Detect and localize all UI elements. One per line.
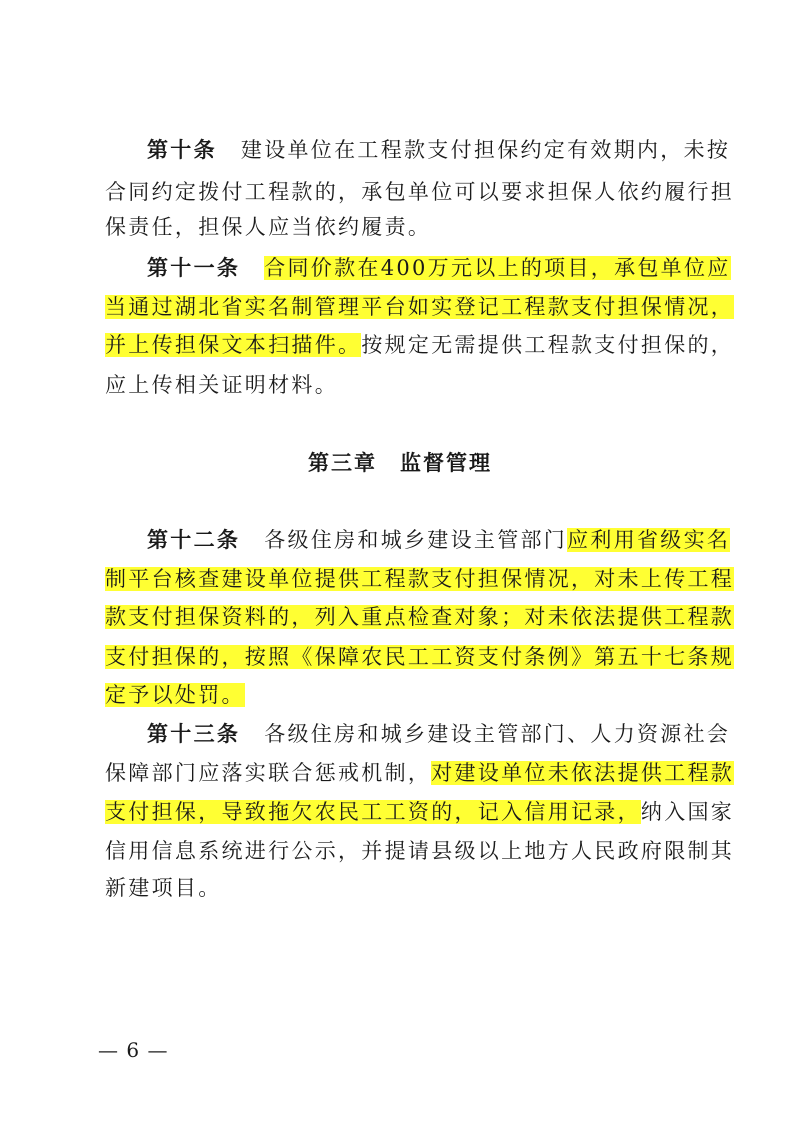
article-11-text-3: 按规定无需提供工程款支付担保的， xyxy=(361,333,735,357)
article-10-label: 第十条 xyxy=(147,138,217,162)
article-12-highlight-5: 定予以处罚。 xyxy=(105,683,245,707)
article-13-line-4 xyxy=(105,831,734,871)
article-13-text-4: 信用信息系统进行公示，并提请县级以上地方人民政府限制其 xyxy=(105,839,735,863)
article-10-text-3: 保责任，担保人应当依约履责。 xyxy=(105,215,432,239)
article-13-highlight-3: 支付担保，导致拖欠农民工工资的，记入信用记录， xyxy=(105,800,641,824)
chapter-heading: 第三章 监督管理 xyxy=(308,451,492,475)
article-10-text-2: 合同约定拨付工程款的，承包单位可以要求担保人依约履行担 xyxy=(105,180,735,204)
article-10-text-1: 建设单位在工程款支付担保约定有效期内，未按 xyxy=(240,138,731,162)
article-13-line-2 xyxy=(105,753,734,793)
article-12-line-3 xyxy=(105,597,734,637)
article-13-text-2: 保障部门应落实联合惩戒机制， xyxy=(105,761,432,785)
article-11-line-1 xyxy=(147,248,731,288)
page-number: — 6 — xyxy=(98,1038,169,1062)
article-12-highlight-1: 应利用省级实名 xyxy=(567,528,731,552)
article-11-text-4: 应上传相关证明材料。 xyxy=(105,373,338,397)
article-13-text-5: 新建项目。 xyxy=(105,876,222,900)
article-11-line-2 xyxy=(105,287,734,327)
article-12-line-5 xyxy=(105,675,245,715)
article-11-highlight-3: 并上传担保文本扫描件。 xyxy=(105,333,362,357)
article-11-line-4 xyxy=(105,365,338,405)
article-12-line-2 xyxy=(105,559,734,599)
article-10-line-3 xyxy=(105,207,431,247)
article-11-label: 第十一条 xyxy=(147,256,241,280)
article-13-text-3: 纳入国家 xyxy=(640,800,735,824)
article-12-line-4 xyxy=(105,637,734,677)
article-12-highlight-2: 制平台核查建设单位提供工程款支付担保情况，对未上传工程 xyxy=(105,567,735,591)
article-12-highlight-3: 款支付担保资料的，列入重点检查对象；对未依法提供工程款 xyxy=(105,605,735,629)
article-10-line-1 xyxy=(147,130,730,170)
article-13-line-3 xyxy=(105,792,734,832)
article-10-line-2 xyxy=(105,172,734,212)
article-13-highlight-2: 对建设单位未依法提供工程款 xyxy=(431,761,735,785)
article-12-text-1: 各级住房和城乡建设主管部门 xyxy=(264,528,568,552)
article-13-line-5 xyxy=(105,868,222,908)
article-11-highlight-1: 合同价款在400万元以上的项目，承包单位应 xyxy=(264,256,731,280)
article-12-label: 第十二条 xyxy=(147,528,241,552)
article-13-line-1 xyxy=(147,714,730,754)
article-11-highlight-2: 当通过湖北省实名制管理平台如实登记工程款支付担保情况， xyxy=(105,295,735,319)
article-13-text-1: 各级住房和城乡建设主管部门、人力资源社会 xyxy=(264,722,731,746)
article-12-line-1 xyxy=(147,520,730,560)
article-13-label: 第十三条 xyxy=(147,722,241,746)
article-12-highlight-4: 支付担保的，按照《保障农民工工资支付条例》第五十七条规 xyxy=(105,645,735,669)
article-11-line-3 xyxy=(105,325,734,365)
